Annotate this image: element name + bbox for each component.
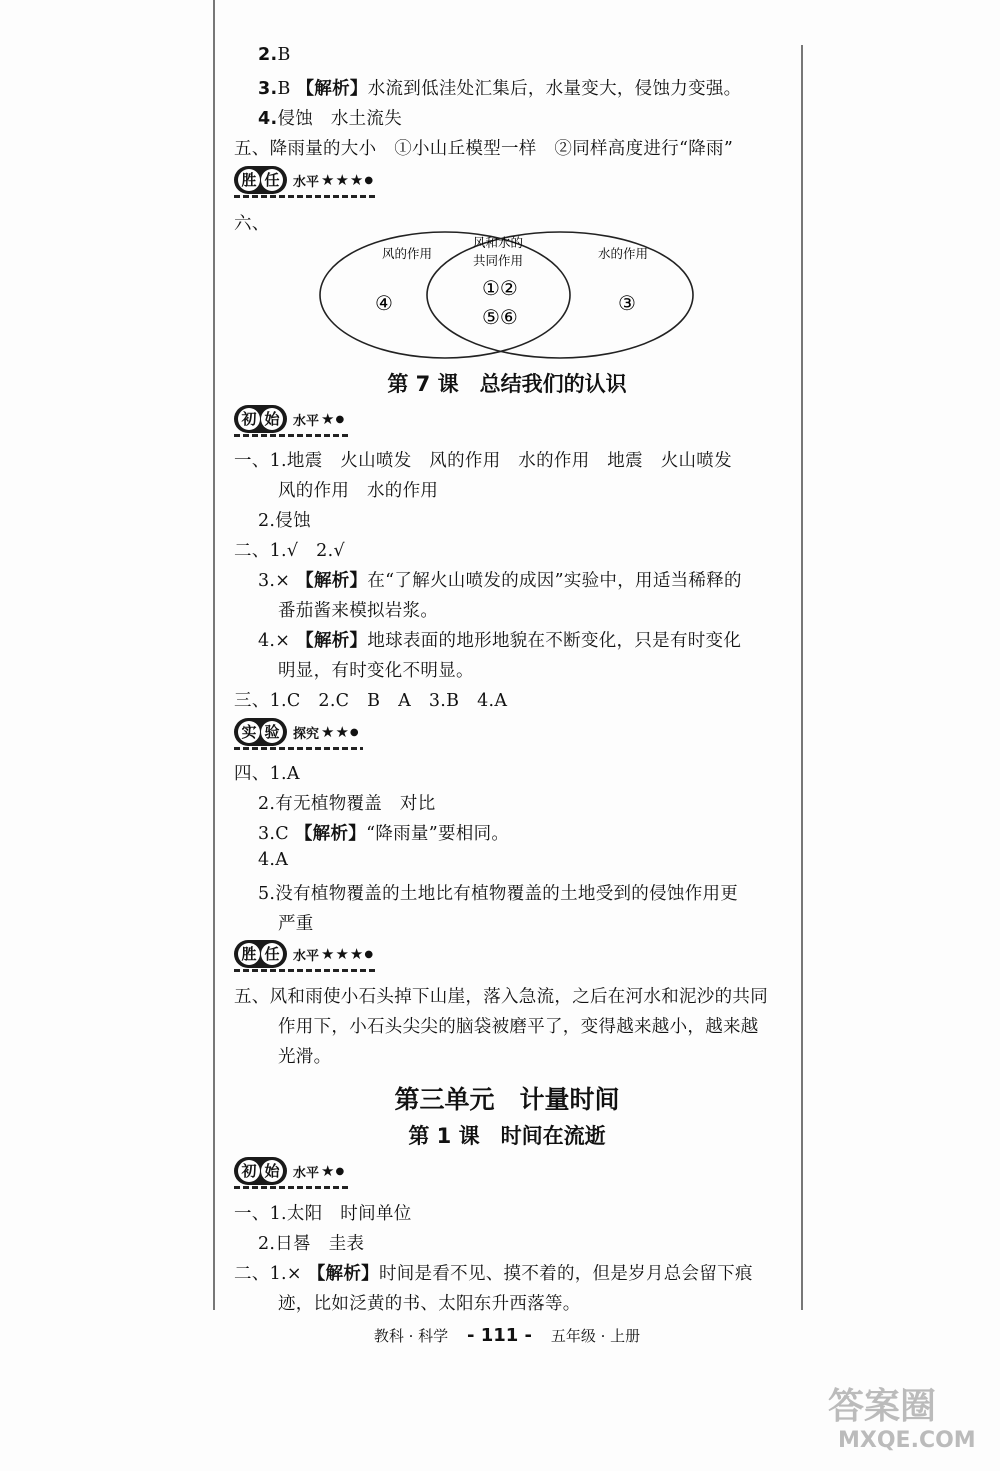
page-footer [213, 1325, 801, 1346]
answer-line: 二、1.√ 2.√ [234, 541, 345, 561]
answer-line: 四、1.A [234, 764, 300, 784]
lesson1-title: 第 1 课 时间在流逝 [408, 1124, 606, 1148]
answer-line: 作用下，小石头尖尖的脑袋被磨平了，变得越来越小，越来越 [278, 1017, 759, 1037]
venn-right-items: ③ [618, 291, 636, 315]
watermark-logo: 答案圈 [828, 1386, 937, 1427]
venn-right-label: 水的作用 [598, 246, 649, 261]
level-badge-chushi: 初 始 水平 ★ ● [234, 405, 344, 433]
answer-line: 4.侵蚀 水土流失 [258, 109, 403, 129]
answer-line: 一、1.地震 火山喷发 风的作用 水的作用 地震 火山喷发 [234, 451, 732, 471]
answer-line: 3.C 【解析】“降雨量”要相同。 [258, 824, 510, 844]
lesson7-title: 第 7 课 总结我们的认识 [387, 372, 627, 396]
venn-center-items-1: ①② [482, 276, 518, 300]
answer-line: 严重 [278, 914, 314, 934]
level-badge-shengren: 胜 任 水平 ★★★ ● [234, 940, 373, 968]
answer-line: 4.A [258, 850, 289, 870]
section-label: 六、 [234, 214, 270, 234]
answer-line: 番茄酱来模拟岩浆。 [278, 601, 439, 621]
answer-line: 3.B 【解析】水流到低洼处汇集后，水量变大，侵蚀力变强。 [258, 79, 742, 99]
answer-line: 一、1.太阳 时间单位 [234, 1204, 412, 1224]
venn-left-ellipse [320, 232, 570, 358]
answer-line: 风的作用 水的作用 [278, 481, 439, 501]
answer-line: 五、降雨量的大小 ①小山丘模型一样 ②同样高度进行“降雨” [234, 139, 734, 159]
answer-line: 五、风和雨使小石头掉下山崖，落入急流，之后在河水和泥沙的共同 [234, 987, 768, 1007]
answer-line: 4.× 【解析】地球表面的地形地貌在不断变化，只是有时变化 [258, 631, 742, 651]
answer-line: 2.日晷 圭表 [258, 1234, 365, 1254]
level-badge-shengren: 胜 任 水平 ★★★ ● [234, 166, 373, 194]
footer-grade: 五年级 · 上册 [550, 1327, 641, 1345]
answer-line: 2.侵蚀 [258, 511, 311, 531]
answer-line: 光滑。 [278, 1047, 332, 1067]
answer-line: 迹，比如泛黄的书、太阳东升西落等。 [278, 1294, 581, 1314]
answer-line: 三、1.C 2.C B A 3.B 4.A [234, 691, 508, 711]
venn-right-ellipse [427, 232, 693, 358]
right-margin-rule [801, 45, 803, 1310]
venn-center-label-2: 共同作用 [473, 253, 524, 268]
venn-left-items: ④ [375, 291, 393, 315]
watermark-url: MXQE.COM [838, 1428, 976, 1453]
answer-line: 2.B [258, 45, 291, 65]
answer-line: 二、1.× 【解析】时间是看不见、摸不着的，但是岁月总会留下痕 [234, 1264, 753, 1284]
level-badge-chushi: 初 始 水平 ★ ● [234, 1157, 344, 1185]
level-badge-shiyan: 实 验 探究 ★★ ● [234, 718, 359, 746]
venn-diagram [310, 225, 700, 365]
answer-line: 5.没有植物覆盖的土地比有植物覆盖的土地受到的侵蚀作用更 [258, 884, 739, 904]
venn-center-items-2: ⑤⑥ [482, 305, 518, 329]
venn-center-label-1: 风和水的 [473, 235, 524, 250]
page-number: - 111 - [466, 1325, 533, 1346]
answer-line: 2.有无植物覆盖 对比 [258, 794, 436, 814]
answer-line: 明显，有时变化不明显。 [278, 661, 474, 681]
venn-left-label: 风的作用 [382, 246, 433, 261]
unit3-title: 第三单元 计量时间 [394, 1085, 620, 1114]
footer-subject: 教科 · 科学 [373, 1327, 449, 1345]
answer-line: 3.× 【解析】在“了解火山喷发的成因”实验中，用适当稀释的 [258, 571, 742, 591]
